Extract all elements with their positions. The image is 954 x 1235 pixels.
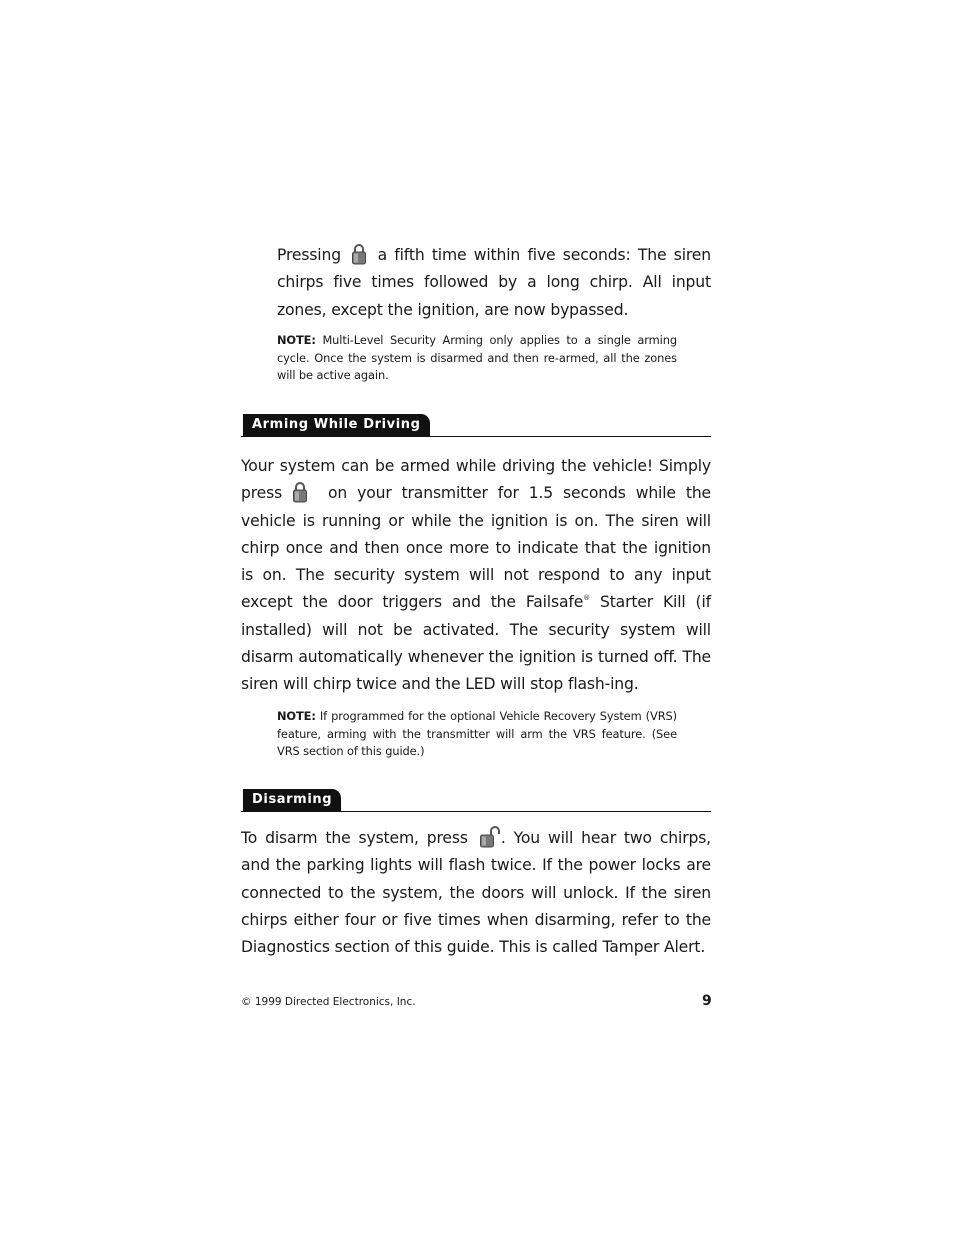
bypass-paragraph-block	[277, 242, 711, 324]
section-title-arming-driving: Arming While Driving	[243, 414, 430, 436]
lock-icon	[292, 481, 308, 503]
section-header-disarming	[241, 789, 711, 812]
note-vrs	[277, 708, 711, 761]
registered-mark: ®	[583, 594, 590, 603]
arming-driving-paragraph	[241, 453, 711, 699]
section-header-arming-driving	[241, 414, 711, 437]
arming-driving-paragraph-block	[241, 453, 711, 699]
lock-icon	[351, 243, 367, 265]
copyright: © 1999 Directed Electronics, Inc.	[241, 996, 416, 1008]
bypass-text-rest: a fifth time within five seconds: The siren chirps five times followed by a long chirp. All input zones, except the ignition, are now bypassed.	[277, 246, 711, 319]
section-title-disarming: Disarming	[243, 789, 341, 811]
arming-driving-text-start: Your system can be armed while driving the vehicle! Simply press	[241, 457, 711, 503]
note-text: Multi-Level Security Arming only applies to a single arming cycle. Once the system is disarmed and then re-armed, all the zones will be active again.	[277, 333, 677, 383]
note-label: NOTE:	[277, 709, 316, 723]
arming-driving-text-end: Starter Kill (if installed) will not be activated. The security system will disarm automatically whenever the ignition is turned off. The siren will chirp twice and the LED will stop flash-ing.	[241, 593, 711, 694]
note-label: NOTE:	[277, 333, 316, 347]
note-multilevel	[277, 332, 711, 385]
unlock-icon	[479, 826, 501, 848]
arming-driving-text-middle: on your transmitter for 1.5 seconds while the vehicle is running or while the ignition is on. The siren will chirp once and then once more to indicate that the ignition is on. The security system will not respond to any input except the door triggers and the Failsafe	[241, 484, 711, 612]
page-number: 9	[702, 993, 712, 1009]
disarming-text-rest: . You will hear two chirps, and the parking lights will flash twice. If the power locks are connected to the system, the doors will unlock. If the siren chirps either four or five times when disarming, refer to the Diagnostics section of this guide. This is called Tamper Alert.	[241, 829, 711, 957]
disarming-paragraph-block	[241, 825, 711, 961]
bypass-text-start: Pressing	[277, 246, 341, 264]
disarming-text-start: To disarm the system, press	[241, 829, 468, 847]
disarming-paragraph	[241, 825, 711, 961]
bypass-paragraph	[277, 242, 711, 324]
note-text: If programmed for the optional Vehicle Recovery System (VRS) feature, arming with the transmitter will arm the VRS feature. (See VRS section of this guide.)	[277, 709, 677, 759]
